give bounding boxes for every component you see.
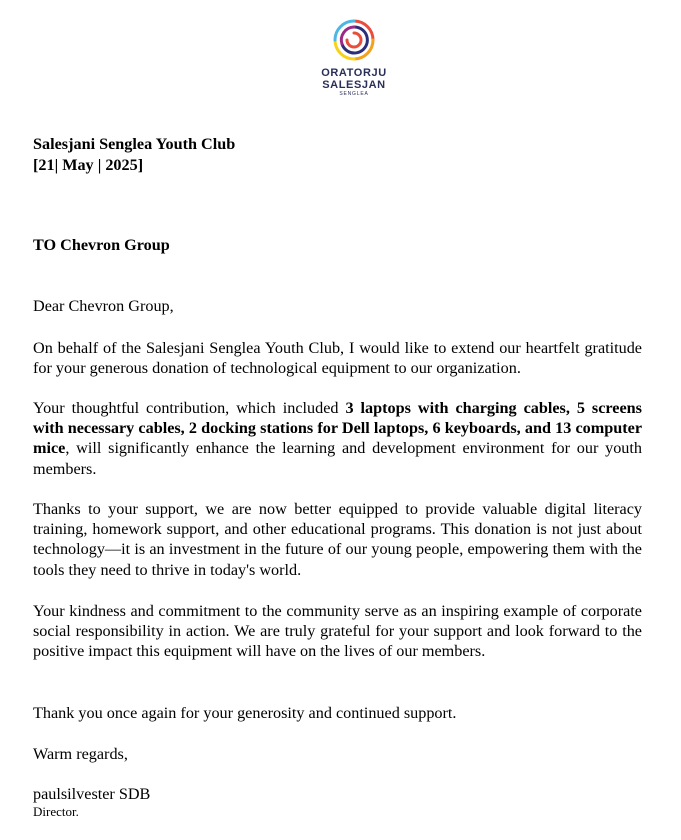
paragraph-responsibility: Your kindness and commitment to the community serve as an inspiring example of corporate social responsibility in action. We are truly grateful for your support and look forward to the positive impact this equipment will have on the lives of our members. [33, 602, 642, 661]
paragraph-thanks: Thank you once again for your generosity and continued support. [33, 704, 457, 722]
contribution-text-intro: Your thoughtful contribution, which included [33, 399, 346, 417]
logo-text-senglea: SENGLEA [339, 91, 369, 97]
paragraph-support: Thanks to your support, we are now better equipped to provide valuable digital literacy training, homework support, and other educational programs. This donation is not just about technology—it is an investment in the future of our young people, empowering them with the tools they need to thrive in today's world. [33, 500, 642, 579]
letter-date: [21| May | 2025] [33, 156, 144, 174]
contribution-text-outro: , will significantly enhance the learning and development environment for our youth members. [33, 439, 642, 478]
logo-text-oratorju: ORATORJU [321, 67, 387, 79]
logo-swirl-icon [332, 18, 376, 62]
salutation: Dear Chevron Group, [33, 297, 174, 315]
recipient-line: TO Chevron Group [33, 236, 170, 254]
sender-name: Salesjani Senglea Youth Club [33, 135, 236, 153]
signature-title: Director. [33, 804, 79, 819]
organization-logo [316, 18, 392, 98]
donated-items-list: 3 laptops with charging cables, 5 screens with necessary cables, 2 docking stations for Dell laptops, 6 keyboards, and 13 computer mice [33, 399, 642, 458]
closing: Warm regards, [33, 745, 128, 763]
paragraph-gratitude: On behalf of the Salesjani Senglea Youth Club, I would like to extend our heartfelt gratitude for your generous donation of technological equipment to our organization. [33, 339, 642, 378]
logo-text-salesjan: SALESJAN [322, 79, 386, 91]
signature-name: paulsilvester SDB [33, 785, 151, 803]
paragraph-contribution [33, 398, 642, 479]
